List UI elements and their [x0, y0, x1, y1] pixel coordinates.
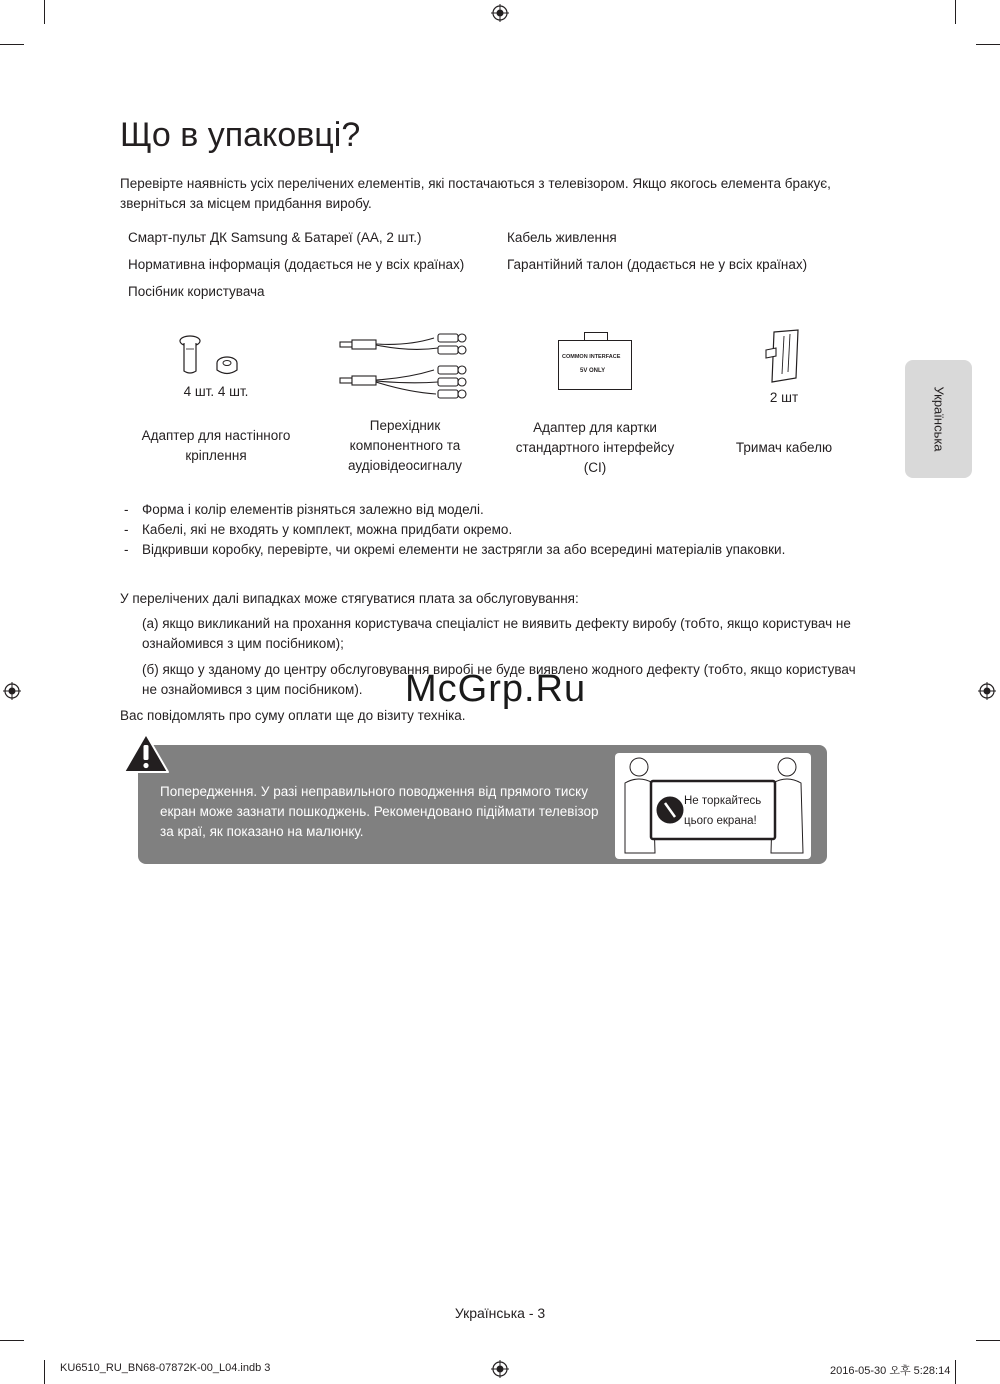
slug-right: 2016-05-30 오후 5:28:14 — [830, 1365, 951, 1377]
watermark: McGrp.Ru — [405, 668, 587, 710]
service-case-b: (б) якщо у зданому до центру обслуговування виробі не буде виявлено жодного дефекту (тобто, якщо користувач не ознайомився з цим посібником). — [142, 662, 856, 697]
accessory-quantity: 2 шт — [769, 390, 799, 405]
contents-item: Посібник користувача — [128, 284, 265, 299]
registration-mark-icon — [491, 1360, 509, 1378]
accessory-caption: Адаптер для настінного кріплення — [141, 428, 291, 463]
accessory-caption: Адаптер для картки стандартного інтерфейсу (CI) — [515, 420, 675, 475]
accessory-caption: Перехідник компонентного та аудіовідеосигналу — [348, 418, 462, 473]
registration-mark-icon — [3, 682, 21, 700]
contents-item: Смарт-пульт ДК Samsung & Батареї (AA, 2 шт.) — [128, 230, 422, 245]
service-lead: У перелічених далі випадках може стягуватися плата за обслуговування: — [120, 591, 579, 606]
language-tab — [905, 360, 972, 478]
crop-mark — [44, 1360, 45, 1384]
warning-triangle-icon — [122, 732, 170, 774]
contents-item: Кабель живлення — [507, 230, 617, 245]
contents-item: Гарантійний талон (додається не у всіх країнах) — [507, 257, 808, 272]
sign-line: цього екрана! — [684, 815, 757, 827]
contents-item: Нормативна інформація (додається не у всіх країнах) — [128, 257, 465, 272]
wall-mount-adapter-icon — [172, 333, 252, 379]
note-item: - Відкривши коробку, перевірте, чи окремі елементи не застрягли за або всередині матеріалів упаковки. — [122, 540, 882, 560]
crop-mark — [0, 44, 24, 45]
warning-text — [160, 782, 600, 842]
intro-paragraph: Перевірте наявність усіх перелічених елементів, які постачаються з телевізором. Якщо якогось елемента бракує, зверніться за місцем придбання виробу. — [120, 176, 831, 211]
page-number: Українська - 3 — [454, 1305, 546, 1321]
warning-body: . У разі неправильного поводження від прямого тиску екран може зазнати пошкоджень. Рекомендовано підіймати телевізор за краї, як показано на малюнку. — [160, 784, 599, 839]
crop-mark — [44, 0, 45, 24]
ci-label: 5V ONLY — [580, 368, 606, 374]
crop-mark — [955, 0, 956, 24]
warning-label: Попередження — [160, 784, 254, 799]
crop-mark — [976, 44, 1000, 45]
sign-line: Не торкайтесь — [684, 795, 762, 807]
tv-handling-illustration — [615, 753, 811, 859]
crop-mark — [955, 1360, 956, 1384]
note-item: - Форма і колір елементів різняться залежно від моделі. — [122, 500, 882, 520]
registration-mark-icon — [978, 682, 996, 700]
registration-mark-icon — [491, 4, 509, 22]
av-adapter-cable-icon — [338, 330, 474, 404]
ci-label: COMMON INTERFACE — [562, 354, 621, 360]
service-tail: Вас повідомлять про суму оплати ще до візиту техніка. — [120, 708, 466, 723]
crop-mark — [0, 1340, 24, 1341]
cable-holder-icon — [762, 328, 806, 386]
slug-left: KU6510_RU_BN68-07872K-00_L04.indb 3 — [60, 1362, 271, 1374]
service-case-a: (а) якщо викликаний на прохання користувача спеціаліст не виявить дефекту виробу (тобто, якщо користувач не ознайомився з цим посібником); — [142, 616, 851, 651]
page-title: Що в упаковці? — [120, 116, 361, 154]
ci-card-adapter-icon — [558, 332, 632, 390]
accessory-quantity: 4 шт. 4 шт. — [183, 384, 249, 399]
language-tab-label: Українська — [931, 386, 946, 452]
crop-mark — [976, 1340, 1000, 1341]
note-item: - Кабелі, які не входять у комплект, можна придбати окремо. — [122, 520, 882, 540]
notes-list — [122, 500, 882, 560]
accessory-caption: Тримач кабелю — [735, 440, 833, 455]
